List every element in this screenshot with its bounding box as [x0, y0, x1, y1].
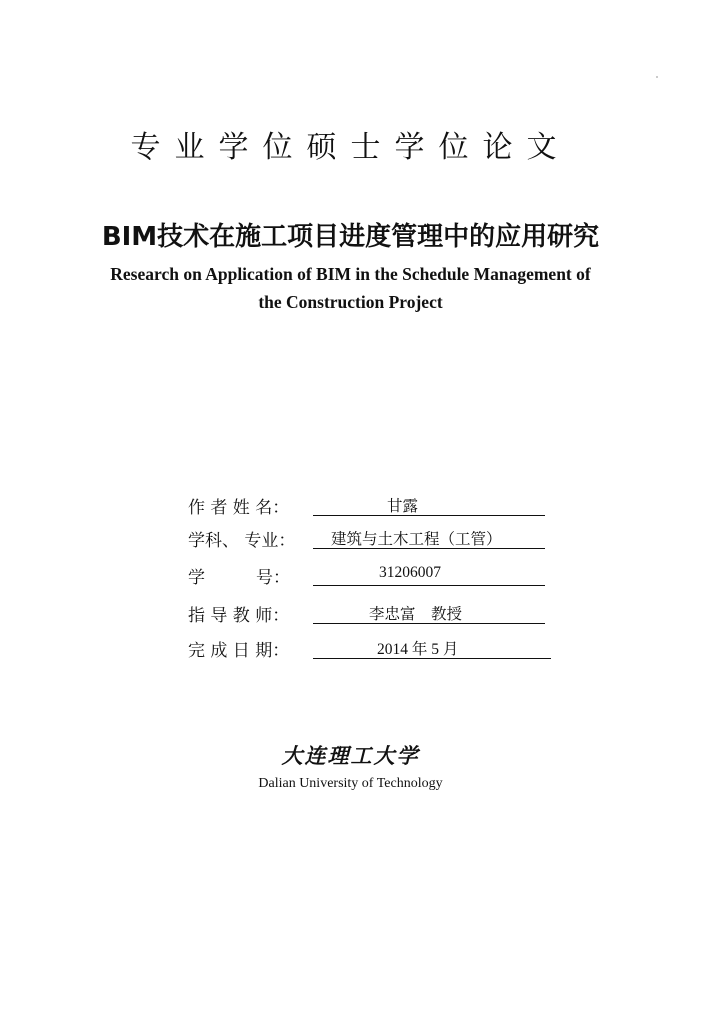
university-name-english: Dalian University of Technology — [258, 776, 443, 791]
student-id-label: 学 号： — [188, 568, 290, 588]
thesis-title-english-line2: the Construction Project — [258, 292, 443, 312]
advisor-value-field — [313, 601, 545, 624]
author-label: 作 者 姓 名： — [188, 498, 290, 518]
university-name-chinese: 大连理工大学 — [281, 743, 420, 768]
thesis-title-chinese: BIM技术在施工项目进度管理中的应用研究 — [101, 222, 600, 252]
major-value: 建筑与土木工程（工管） — [331, 531, 502, 548]
major-value-field — [313, 526, 545, 549]
date-label: 完 成 日 期： — [188, 641, 290, 661]
author-value-field — [313, 493, 545, 516]
date-value: 2014 年 5 月 — [377, 641, 459, 658]
thesis-title-english-line1: Research on Application of BIM in the Schedule Management of — [110, 264, 591, 284]
degree-type-heading: 专业学位硕士学位论文 — [130, 130, 571, 165]
advisor-value: 李忠富 教授 — [369, 606, 463, 623]
advisor-label: 指 导 教 师： — [188, 606, 290, 626]
scan-speck — [656, 76, 658, 78]
author-value: 甘露 — [387, 498, 419, 515]
student-id-value: 31206007 — [379, 564, 441, 581]
student-id-value-field — [313, 563, 545, 586]
major-label: 学科、 专业： — [188, 531, 296, 551]
date-value-field — [313, 636, 551, 659]
